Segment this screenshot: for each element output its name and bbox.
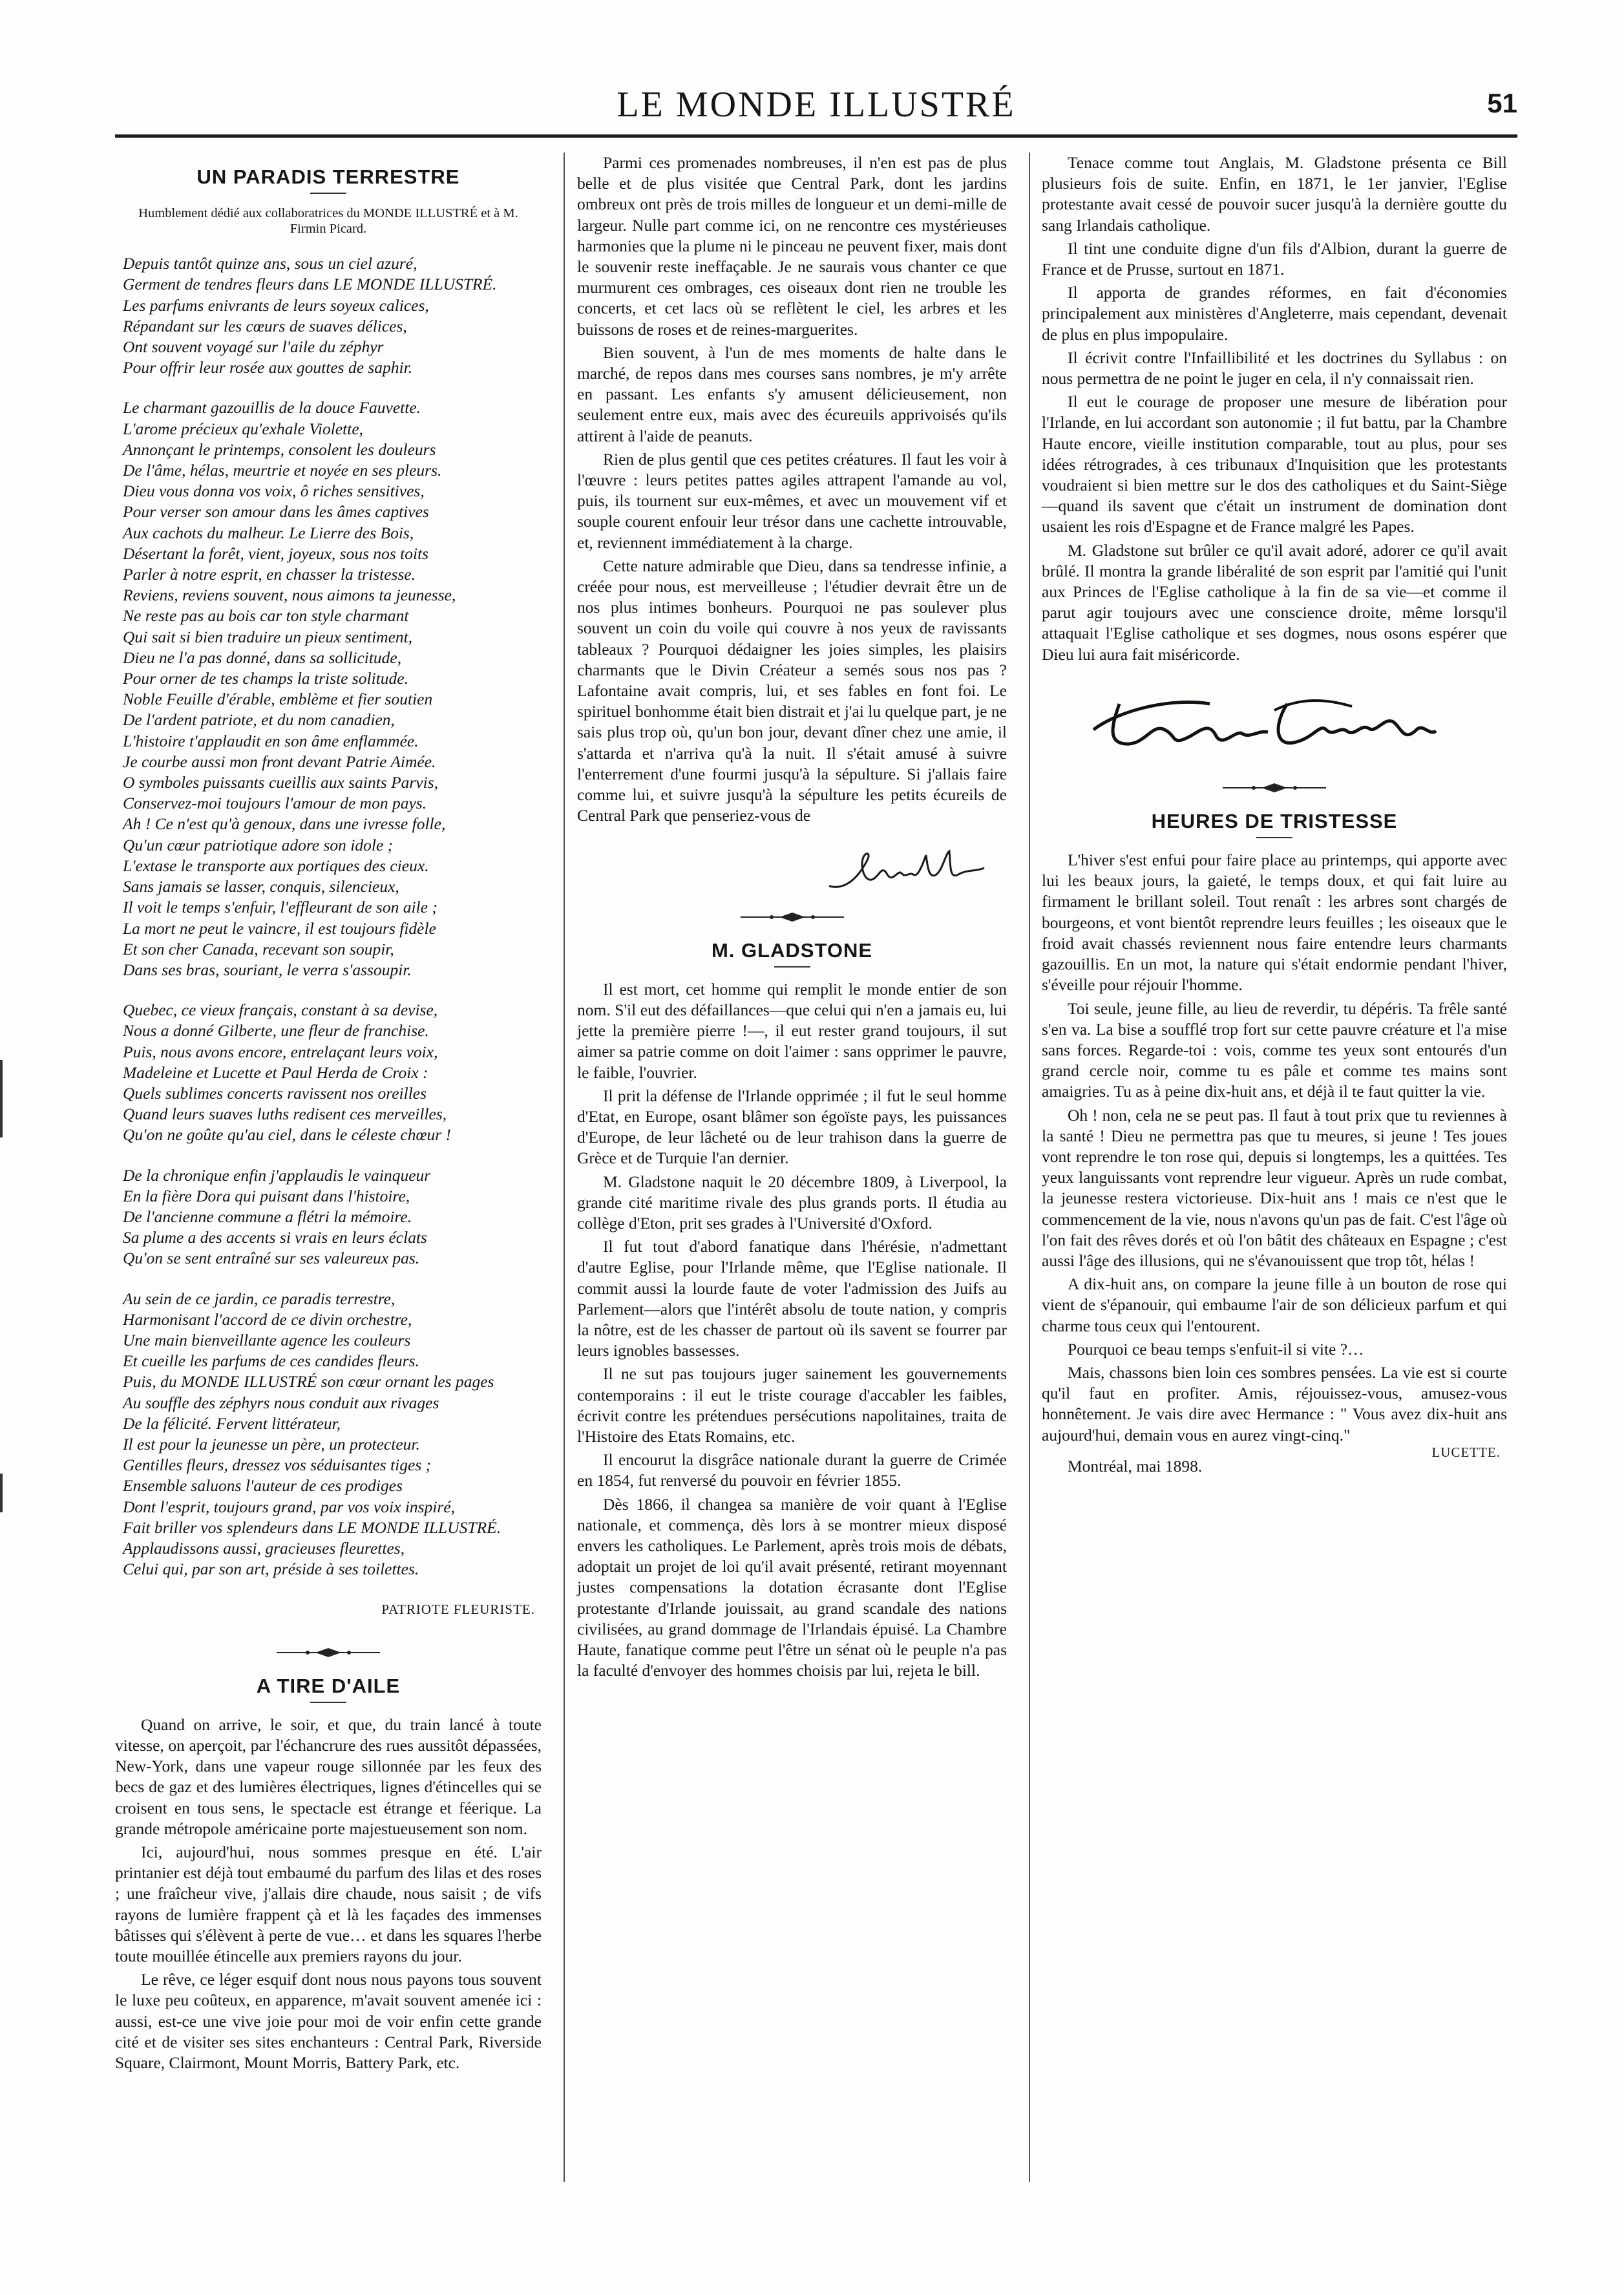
paragraph: M. Gladstone sut brûler ce qu'il avait adoré, adorer ce qu'il avait brûlé. Il montra la grande libéralité de son esprit par l'amitié qui l'unit aux Princes de l'Eglise catholique à la fin de sa vie—et comme il parut agir toujours avec une conscience droite, même lorsqu'il attaquait l'Eglise catholique et ses dogmes, nous osons espérer que Dieu lui aura fait miséricorde. bbox=[1042, 540, 1507, 664]
column-1 bbox=[115, 153, 542, 2076]
poem-line: Ne reste pas au bois car ton style charmant bbox=[123, 606, 409, 626]
poem-line: Qu'on ne goûte qu'au ciel, dans le céleste chœur ! bbox=[123, 1125, 452, 1145]
poem-line: Puis, du MONDE ILLUSTRÉ son cœur ornant les pages bbox=[123, 1372, 494, 1391]
title-rule bbox=[310, 1702, 346, 1703]
article-body-tristesse bbox=[1042, 850, 1507, 1446]
paragraph: Pourquoi ce beau temps s'enfuit-il si vite ?… bbox=[1068, 1339, 1364, 1359]
title-rule bbox=[310, 193, 346, 194]
poem-line: Pour verser son amour dans les âmes captives bbox=[123, 502, 429, 522]
section-ornament bbox=[1190, 781, 1358, 797]
scan-edge-mark bbox=[0, 1474, 3, 1512]
column-divider bbox=[1029, 153, 1030, 2182]
poem-body bbox=[115, 253, 542, 1580]
poem-line: L'extase le transporte aux portiques des cieux. bbox=[123, 856, 429, 875]
poem-line: Dieu vous donna vos voix, ô riches sensitives, bbox=[123, 481, 425, 501]
signature-fauvette bbox=[577, 846, 1007, 898]
title-rule bbox=[1256, 837, 1292, 838]
poem-line: Sa plume a des accents si vrais en leurs éclats bbox=[123, 1228, 427, 1247]
paragraph: Ici, aujourd'hui, nous sommes presque en été. L'air printanier est déjà tout embaumé du parfum des lilas et des roses ; une fraîcheur vive, j'allais dire chaude, nous saisit ; de vifs rayons de lumière frappent çà et là les façades des immenses bâtisses qui s'élèvent à perte de vue… et dans les squares l'herbe toute mouillée étincelle aux premiers rayons du jour. bbox=[115, 1843, 542, 1966]
poem-line: Germent de tendres fleurs dans LE MONDE ILLUSTRÉ. bbox=[123, 275, 497, 294]
poem-line: En la fière Dora qui puisant dans l'histoire, bbox=[123, 1186, 410, 1205]
paragraph: Il apporta de grandes réformes, en fait d'économies principalement aux ministères d'Angleterre, mais cependant, devenait de plus en plus impopulaire. bbox=[1042, 283, 1507, 344]
poem-line: De la chronique enfin j'applaudis le vainqueur bbox=[123, 1165, 431, 1185]
poem-line: Désertant la forêt, vient, joyeux, sous nos toits bbox=[123, 544, 429, 563]
paragraph: L'hiver s'est enfui pour faire place au printemps, qui apporte avec lui les beaux jours, la gaieté, le temps doux, et qui fait luire au firmament le brillant soleil. Tout renaît : les arbres sont chargés de bourgeons, et vont bientôt reprendre leurs feuilles ; les oiseaux que le froid avait chassés reviennent nous faire entendre leurs charmants gazouillis. En un mot, la nature qui s'était endormie pendant l'hiver, s'éveille pour réjouir l'homme. bbox=[1042, 851, 1507, 995]
poem-signature: PATRIOTE FLEURISTE. bbox=[381, 1602, 535, 1618]
poem-line: Harmonisant l'accord de ce divin orchestre, bbox=[123, 1309, 412, 1329]
poem-line: Quand leurs suaves luths redisent ces merveilles, bbox=[123, 1105, 447, 1124]
article-body-gladstone bbox=[577, 979, 1007, 1682]
poem-line: Pour orner de tes champs la triste solitude. bbox=[123, 669, 408, 688]
column-divider bbox=[564, 153, 565, 2182]
poem-line: Au souffle des zéphyrs nous conduit aux rivages bbox=[123, 1393, 439, 1412]
poem-line: Répandant sur les cœurs de suaves délices, bbox=[123, 316, 407, 335]
scan-edge-mark bbox=[0, 1060, 3, 1137]
poem-line: Le charmant gazouillis de la douce Fauvette. bbox=[123, 398, 421, 418]
place-date: Montréal, mai 1898. bbox=[1068, 1456, 1203, 1475]
poem-line: O symboles puissants cueillis aux saints Parvis, bbox=[123, 773, 439, 792]
paragraph: Il encourut la disgrâce nationale durant la guerre de Crimée en 1854, fut renversé du pouvoir en février 1855. bbox=[577, 1450, 1007, 1490]
poem-line: Ah ! Ce n'est qu'à genoux, dans une ivresse folle, bbox=[123, 814, 446, 834]
poem-line: Il voit le temps s'enfuir, l'effleurant de son aile ; bbox=[123, 898, 438, 917]
poem-dedication: Humblement dédié aux collaboratrices du MONDE ILLUSTRÉ et à M. Firmin Picard. bbox=[138, 206, 518, 237]
paragraph: Il fut tout d'abord fanatique dans l'hérésie, n'admettant d'autre Eglise, pour l'Irlande même, que l'Eglise nationale. Il commit aussi la lourde faute de voter l'admission des Juifs au Parlement—alors que l'intérêt absolu de toute nation, y compris la nôtre, est de les chasser de partout où ils savent se fourrer par leurs ignobles bassesses. bbox=[577, 1237, 1007, 1360]
poem-line: Noble Feuille d'érable, emblème et fier soutien bbox=[123, 690, 433, 709]
poem-stanza bbox=[123, 1000, 542, 1145]
article-body-aile-continued bbox=[577, 153, 1007, 827]
poem-line: Nous a donné Gilberte, une fleur de franchise. bbox=[123, 1021, 429, 1041]
poem-line: De l'âme, hélas, meurtrie et noyée en ses pleurs. bbox=[123, 461, 442, 480]
poem-line: Ont souvent voyagé sur l'aile du zéphyr bbox=[123, 337, 384, 357]
paragraph: Il eut le courage de proposer une mesure de libération pour l'Irlande, en lui accordant son autonomie ; il fut battu, par la Chambre Haute encore, vieille institution comparable, tout au plus, pour ses idées rétrogrades, à ces tribunaux d'Inquisition que les protestants voudraient si bien mettre sur le dos des catholiques et du Saint-Siège—quand ils savent que c'était un instrument de domination dont usaient les rois d'Espagne et de France malgré les Papes. bbox=[1042, 392, 1507, 536]
poem-line: Pour offrir leur rosée aux gouttes de saphir. bbox=[123, 358, 413, 377]
paragraph: M. Gladstone naquit le 20 décembre 1809, à Liverpool, la grande cité maritime rivale des plus grands ports. Il étudia au collège d'Eton, prit ses grades à l'Université d'Oxford. bbox=[577, 1172, 1007, 1232]
paragraph: Cette nature admirable que Dieu, dans sa tendresse infinie, a créée pour nous, est merveilleuse ; l'étudier devrait être un de nos plus intimes bonheurs. Pourquoi ne pas soulever plus souvent un coin du voile qui couvre à nos yeux de ravissants tableaux ? Pourquoi dédaigner les joies simples, les plaisirs charmants que le Divin Créateur a semés sous nos pas ? Lafontaine avait compris, lui, et ses fables en font foi. Le spirituel bonhomme était bien distrait et j'ai lu quelque part, je ne sais plus trop où, qu'un bon jour, devant dîner chez une amie, il s'attarda et n'arriva qu'à la nuit. Il s'était amusé à suivre l'enterrement d'une fourmi jusqu'à la sépulture. Si j'allais faire comme lui, et suivre jusqu'à la sépulture les petits écureils de Central Park que penseriez-vous de bbox=[577, 556, 1007, 825]
paragraph: Il écrivit contre l'Infaillibilité et les doctrines du Syllabus : on nous permettra de ne point le juger en cela, il n'y connaissait rien. bbox=[1042, 348, 1507, 388]
poem-line: Dans ses bras, souriant, le verra s'assoupir. bbox=[123, 960, 412, 979]
poem-line: Et son cher Canada, recevant son soupir, bbox=[123, 939, 394, 958]
poem-line: Annonçant le printemps, consolent les douleurs bbox=[123, 439, 436, 459]
article-signature-lucette: LUCETTE. bbox=[1431, 1444, 1501, 1460]
paragraph: Il ne sut pas toujours juger sainement les gouvernements contemporains : il eut le triste courage d'accabler les faibles, écrivit contre les prétendues persécutions napolitaines, traita de l'Histoire des Etats Romains, etc. bbox=[577, 1364, 1007, 1446]
poem-line: Je courbe aussi mon front devant Patrie Aimée. bbox=[123, 752, 436, 771]
poem-line: Applaudissons aussi, gracieuses fleurettes, bbox=[123, 1538, 405, 1558]
poem-line: Au sein de ce jardin, ce paradis terrestre, bbox=[123, 1289, 395, 1308]
poem-stanza bbox=[123, 253, 542, 378]
poem-line: Gentilles fleurs, dressez vos séduisantes tiges ; bbox=[123, 1455, 432, 1475]
poem-title: UN PARADIS TERRESTRE bbox=[196, 165, 460, 188]
paragraph: Quand on arrive, le soir, et que, du train lancé à toute vitesse, on aperçoit, par l'échancrure des rues aussitôt dépassées, New-York, dans une vapeur rouge sillonnée par les feux des becs de gaz et des lumières électriques, lignes d'étincelles qui se croisent en tous sens, le spectacle est étrange et féerique. La grande métropole américaine porte majestueusement son nom. bbox=[115, 1715, 542, 1838]
poem-line: Qu'un cœur patriotique adore son idole ; bbox=[123, 835, 394, 854]
article-title-gladstone: M. GLADSTONE bbox=[711, 938, 873, 962]
poem-line: Les parfums enivrants de leurs soyeux calices, bbox=[123, 295, 429, 315]
paragraph: Mais, chassons bien loin ces sombres pensées. La vie est si courte qu'il faut en profiter. Amis, réjouissez-vous, amusez-vous honnêtement. Je vais dire avec Hermance : " Vous avez dix-huit ans aujourd'hui, demain vous en aurez vingt-cinq." bbox=[1042, 1362, 1507, 1444]
page-number: 51 bbox=[1487, 88, 1517, 118]
paragraph: Le rêve, ce léger esquif dont nous nous payons tous souvent le luxe peu coûteux, en apparence, m'avait souvent amenée ici : aussi, est-ce une vive joie pour moi de voir enfin cette grande cité et de visiter ses sites enchanteurs : Central Park, Riverside Square, Clairmont, Mount Morris, Battery Park, etc. bbox=[115, 1970, 542, 2073]
poem-line: Reviens, reviens souvent, nous aimons ta jeunesse, bbox=[123, 586, 456, 605]
paragraph: Oh ! non, cela ne se peut pas. Il faut à tout prix que tu reviennes à la santé ! Dieu ne permettra pas que tu meures, si jeune ! Tes joues vont reprendre le ton rose qui, depuis si longtemps, les a quittées. Tes yeux languissants vont reprendre leur vigueur. Après un rude combat, la jeunesse restera victorieuse. Dix-huit ans ! mais ce n'est que le commencement de la vie, nous n'avons qu'un pas de fait. C'est l'âge où l'on fait des rêves dorés et où l'on bâtit des châteaux en Espagne ; c'est aussi l'âge des illusions, qui ne s'évanouissent que trop tôt, hélas ! bbox=[1042, 1105, 1507, 1270]
poem-line: Dieu ne l'a pas donné, dans sa sollicitude, bbox=[123, 648, 402, 667]
poem-line: Dont l'esprit, toujours grand, par vos voix inspiré, bbox=[123, 1497, 456, 1516]
poem-line: De l'ardent patriote, et du nom canadien, bbox=[123, 710, 395, 730]
title-rule bbox=[774, 966, 810, 968]
paragraph: Tenace comme tout Anglais, M. Gladstone présenta ce Bill plusieurs fois de suite. Enfin, en 1871, le 1er janvier, l'Eglise protestante avait cessé de pouvoir sucer jusqu'à la dernière goutte du sang Irlandais catholique. bbox=[1042, 153, 1507, 235]
poem-line: Fait briller vos splendeurs dans LE MONDE ILLUSTRÉ. bbox=[123, 1518, 501, 1537]
article-title-tristesse: HEURES DE TRISTESSE bbox=[1151, 809, 1398, 832]
poem-line: L'arome précieux qu'exhale Violette, bbox=[123, 419, 364, 438]
article-body-gladstone-continued bbox=[1042, 153, 1507, 665]
signature-handwriting-fauvette bbox=[823, 846, 991, 898]
signature-handwriting-picard bbox=[1081, 684, 1442, 762]
paragraph: Bien souvent, à l'un de mes moments de halte dans le marché, de repos dans mes courses sans nombres, je m'y arrête en passant. Les enfants s'y amusent délicieusement, non seulement entre eux, mais avec des écureuils apprivoisés qu'ils attirent à l'aide de peanuts. bbox=[577, 343, 1007, 445]
paragraph: Toi seule, jeune fille, au lieu de reverdir, tu dépéris. Ta frêle santé s'en va. La bise a soufflé trop fort sur cette pauvre créature et l'a mise sans forces. Regarde-toi : vois, comme tes yeux sont entourés d'un grand cercle noir, comme tu es pâle et comme tes mains sont amaigries. Tu as à peine dix-huit ans, et déjà il te faut quitter la vie. bbox=[1042, 999, 1507, 1101]
poem-line: Aux cachots du malheur. Le Lierre des Bois, bbox=[123, 523, 414, 542]
poem-line: Une main bienveillante agence les couleurs bbox=[123, 1330, 411, 1349]
paragraph: Rien de plus gentil que ces petites créatures. Il faut les voir à l'œuvre : leurs petites pattes agiles attrapent l'amande au vol, puis, ils tournent sur eux-mêmes, et avec un mouvement vif et souple courent enfouir leur trésor dans une cachette introuvable, et, reviennent immédiatement à la charge. bbox=[577, 449, 1007, 552]
poem-stanza bbox=[123, 1289, 542, 1580]
poem-line: Conservez-moi toujours l'amour de mon pays. bbox=[123, 794, 427, 813]
section-ornament bbox=[244, 1646, 412, 1662]
poem-line: Il est pour la jeunesse un père, un protecteur. bbox=[123, 1434, 420, 1454]
poem-line: Qu'on se sent entraîné sur ses valeureux pas. bbox=[123, 1249, 420, 1268]
column-2 bbox=[577, 153, 1007, 1684]
article-placeline bbox=[1042, 1444, 1507, 1477]
poem-line: L'histoire t'applaudit en son âme enflammée. bbox=[123, 731, 419, 750]
column-3 bbox=[1042, 153, 1507, 1477]
poem-line: De la félicité. Fervent littérateur, bbox=[123, 1413, 341, 1433]
poem-line: Quebec, ce vieux français, constant à sa devise, bbox=[123, 1000, 438, 1020]
poem-line: Madeleine et Lucette et Paul Herda de Croix : bbox=[123, 1063, 428, 1082]
paragraph: Dès 1866, il changea sa manière de voir quant à l'Eglise nationale, et commença, dès lors à se montrer mieux disposé envers les catholiques. Le Parlement, après trois mois de débats, adoptait un projet de loi qu'il avait présenté, retirant moyennant justes compensations la dotation écrasante dont l'Eglise protestante d'Irlande jouissait, au grand scandale des nations civilisées, au grand dommage de l'Irlandais épuisé. La Chambre Haute, fanatique comme peut l'être un sénat où le peuple n'a pas la faculté d'envoyer des hommes choisis par lui, rejeta le bill. bbox=[577, 1494, 1007, 1680]
section-ornament bbox=[708, 911, 876, 926]
paragraph: Parmi ces promenades nombreuses, il n'en est pas de plus belle et de plus visitée que Central Park, dont les jardins ombreux ont près de trois milles de longueur et un demi-mille de largeur. Nulle part comme ici, on ne rencontre ces mystérieuses harmonies que la plume ni le pinceau ne peuvent fixer, mais dont le souvenir reste ineffaçable. Je ne saurais vous chanter ce que murmurent ces ombrages, ces oiseaux dont rien ne trouble les concerts, et cet lacs où se reflètent le ciel, les arbres et les buissons de roses et de reines-marguerites. bbox=[577, 153, 1007, 339]
paragraph: A dix-huit ans, on compare la jeune fille à un bouton de rose qui vient de s'épanouir, qui embaume l'air de son délicieux parfum et qui charme tous ceux qui l'entourent. bbox=[1042, 1274, 1507, 1335]
poem-line: Parler à notre esprit, en chasser la tristesse. bbox=[123, 565, 416, 584]
paragraph: Il tint une conduite digne d'un fils d'Albion, durant la guerre de France et de Prusse, surtout en 1871. bbox=[1042, 238, 1507, 279]
poem-line: Qui sait si bien traduire un pieux sentiment, bbox=[123, 627, 413, 646]
poem-line: Ensemble saluons l'auteur de ces prodiges bbox=[123, 1476, 403, 1496]
poem-line: De l'ancienne commune a flétri la mémoire. bbox=[123, 1207, 412, 1226]
poem-line: Et cueille les parfums de ces candides fleurs. bbox=[123, 1351, 419, 1371]
header-rule bbox=[115, 134, 1517, 138]
poem-line: Quels sublimes concerts ravissent nos oreilles bbox=[123, 1083, 427, 1103]
signature-firmin-picard bbox=[1042, 684, 1507, 762]
poem-stanza bbox=[123, 1165, 542, 1269]
paragraph: Il prit la défense de l'Irlande opprimée ; il fut le seul homme d'Etat, en Europe, osant blâmer son égoïste pays, les puissances d'Europe, de leur lâcheté ou de leur trahison dans la guerre de Grèce et de Turquie l'an dernier. bbox=[577, 1086, 1007, 1168]
masthead: LE MONDE ILLUSTRÉ bbox=[617, 85, 1016, 125]
poem-stanza bbox=[123, 397, 542, 980]
poem-line: Sans jamais se lasser, conquis, silencieux, bbox=[123, 877, 399, 896]
poem-line: Celui qui, par son art, préside à ses toilettes. bbox=[123, 1560, 419, 1579]
article-body-aile bbox=[115, 1715, 542, 2073]
poem-line: Puis, nous avons encore, entrelaçant leurs voix, bbox=[123, 1042, 438, 1061]
poem-line: La mort ne peut le vaincre, il est toujours fidèle bbox=[123, 918, 436, 938]
article-title-aile: A TIRE D'AILE bbox=[256, 1674, 401, 1697]
poem-line: Depuis tantôt quinze ans, sous un ciel azuré, bbox=[123, 254, 417, 273]
page-header bbox=[115, 84, 1517, 136]
paragraph: Il est mort, cet homme qui remplit le monde entier de son nom. S'il eut des défaillances—que celui qui n'en a jamais eu, lui jette la première pierre !—, il eut rester grand toujours, il sut aimer sa patrie comme on doit l'aimer : sans opprimer le pauvre, le faible, l'ouvrier. bbox=[577, 979, 1007, 1082]
